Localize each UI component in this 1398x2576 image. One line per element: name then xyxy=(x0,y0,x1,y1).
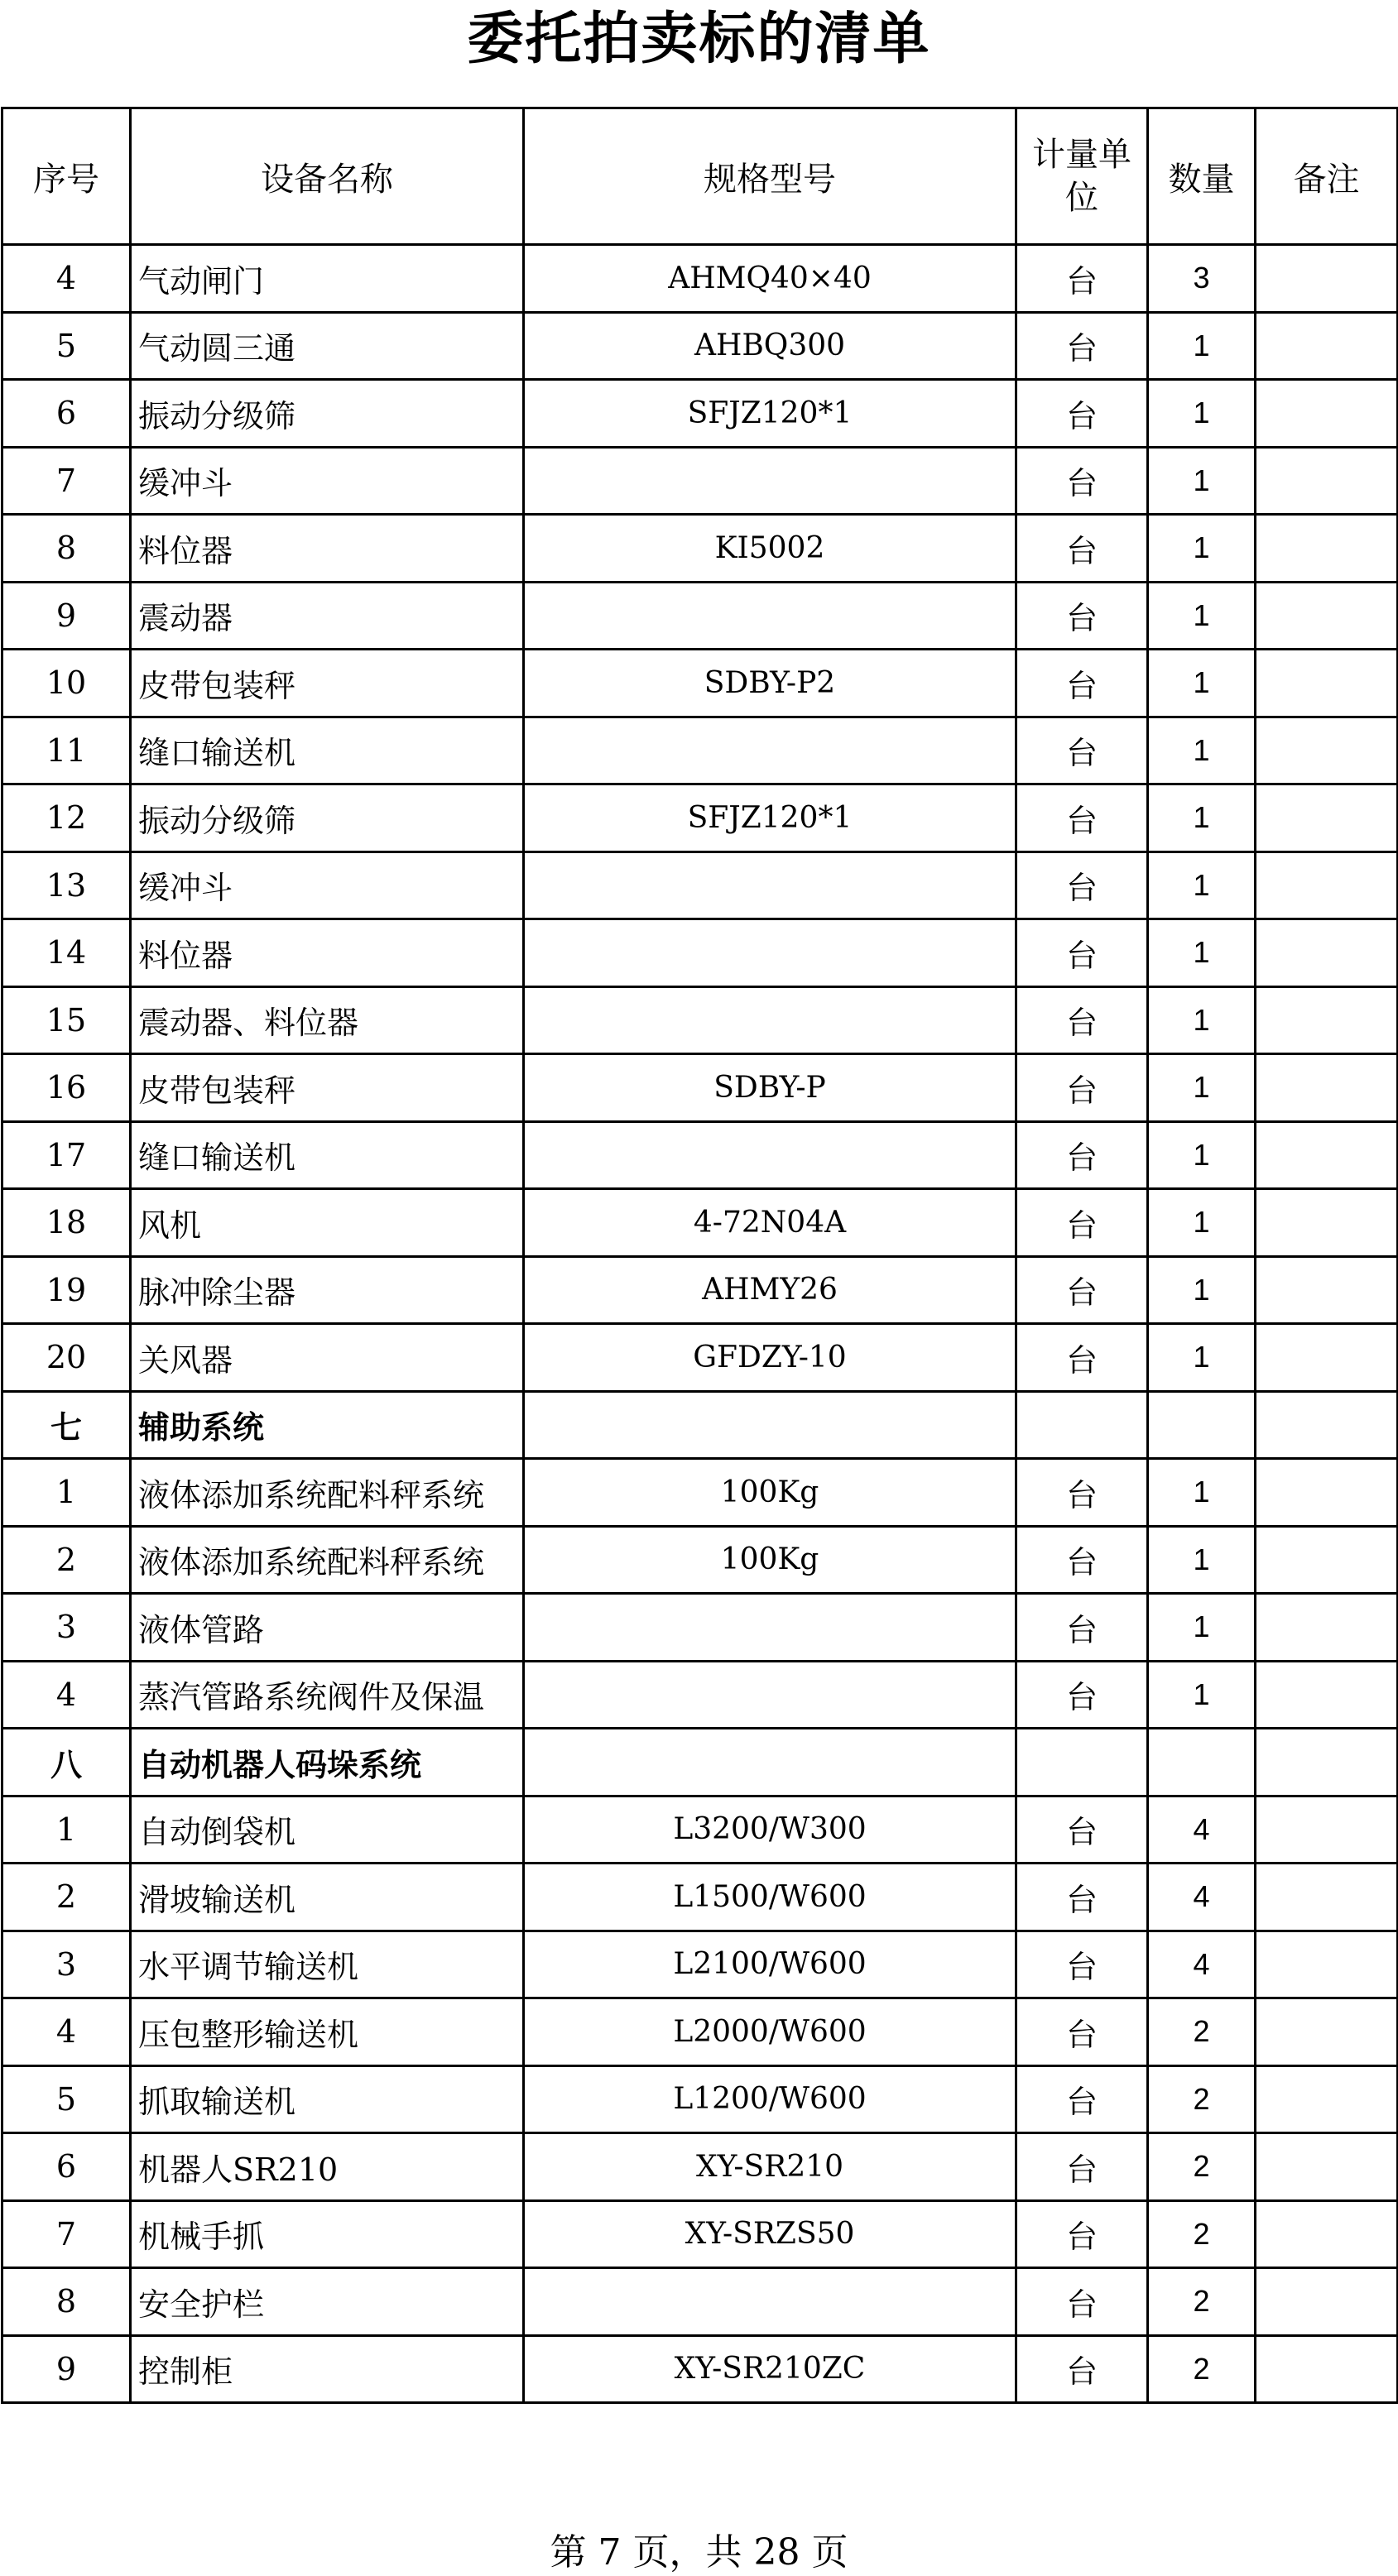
table-row xyxy=(2,582,1398,650)
cell-unit: 台 xyxy=(1016,1324,1148,1392)
cell-qty: 2 xyxy=(1148,2335,1256,2403)
cell-name: 气动圆三通 xyxy=(131,312,524,380)
cell-no: 15 xyxy=(2,986,131,1054)
cell-unit: 台 xyxy=(1016,1459,1148,1527)
cell-no: 7 xyxy=(2,2200,131,2268)
cell-qty: 2 xyxy=(1148,2200,1256,2268)
cell-no: 13 xyxy=(2,851,131,919)
cell-unit: 台 xyxy=(1016,1256,1148,1324)
header-name: 设备名称 xyxy=(131,108,524,245)
cell-no: 18 xyxy=(2,1189,131,1257)
page-footer: 第 7 页，共 28 页 xyxy=(550,2531,848,2574)
cell-no: 8 xyxy=(2,2268,131,2336)
cell-unit: 台 xyxy=(1016,919,1148,987)
cell-no: 4 xyxy=(2,245,131,313)
cell-qty: 1 xyxy=(1148,1121,1256,1189)
cell-note xyxy=(1256,515,1398,583)
cell-spec xyxy=(524,717,1016,784)
cell-qty xyxy=(1148,1391,1256,1459)
cell-no: 12 xyxy=(2,784,131,852)
cell-note xyxy=(1256,1864,1398,1931)
cell-note xyxy=(1256,1054,1398,1122)
cell-spec: L3200/W300 xyxy=(524,1796,1016,1864)
cell-qty: 2 xyxy=(1148,2065,1256,2133)
cell-qty: 1 xyxy=(1148,1189,1256,1257)
cell-qty: 1 xyxy=(1148,650,1256,717)
cell-unit: 台 xyxy=(1016,2200,1148,2268)
cell-note xyxy=(1256,1526,1398,1594)
table-row xyxy=(2,312,1398,380)
cell-name: 振动分级筛 xyxy=(131,380,524,448)
cell-note xyxy=(1256,2065,1398,2133)
cell-spec: 4-72N04A xyxy=(524,1189,1016,1257)
cell-name: 缓冲斗 xyxy=(131,851,524,919)
cell-note xyxy=(1256,650,1398,717)
cell-name: 机器人SR210 xyxy=(131,2133,524,2201)
table-row xyxy=(2,1256,1398,1324)
table-row xyxy=(2,1864,1398,1931)
cell-note xyxy=(1256,986,1398,1054)
cell-no: 1 xyxy=(2,1459,131,1527)
cell-spec: L1500/W600 xyxy=(524,1864,1016,1931)
cell-spec: SFJZ120*1 xyxy=(524,784,1016,852)
cell-name: 风机 xyxy=(131,1189,524,1257)
cell-spec xyxy=(524,1594,1016,1662)
cell-name: 皮带包装秤 xyxy=(131,1054,524,1122)
cell-spec xyxy=(524,1661,1016,1729)
cell-unit: 台 xyxy=(1016,447,1148,515)
section-row xyxy=(2,1391,1398,1459)
cell-no: 8 xyxy=(2,515,131,583)
cell-qty: 1 xyxy=(1148,1526,1256,1594)
cell-name: 皮带包装秤 xyxy=(131,650,524,717)
cell-unit: 台 xyxy=(1016,1121,1148,1189)
table-row xyxy=(2,986,1398,1054)
cell-no: 4 xyxy=(2,1998,131,2066)
table-row xyxy=(2,1931,1398,1998)
cell-unit: 台 xyxy=(1016,245,1148,313)
cell-spec: AHMQ40×40 xyxy=(524,245,1016,313)
cell-note xyxy=(1256,245,1398,313)
cell-name: 脉冲除尘器 xyxy=(131,1256,524,1324)
cell-note xyxy=(1256,312,1398,380)
cell-name: 水平调节输送机 xyxy=(131,1931,524,1998)
cell-spec: SDBY-P xyxy=(524,1054,1016,1122)
cell-note xyxy=(1256,784,1398,852)
cell-name: 液体添加系统配料秤系统 xyxy=(131,1526,524,1594)
cell-qty: 1 xyxy=(1148,851,1256,919)
cell-unit: 台 xyxy=(1016,582,1148,650)
cell-note xyxy=(1256,1796,1398,1864)
cell-spec: L1200/W600 xyxy=(524,2065,1016,2133)
table-row xyxy=(2,2065,1398,2133)
cell-no: 2 xyxy=(2,1864,131,1931)
cell-qty: 1 xyxy=(1148,515,1256,583)
section-row xyxy=(2,1729,1398,1796)
cell-spec: XY-SR210 xyxy=(524,2133,1016,2201)
cell-qty: 3 xyxy=(1148,245,1256,313)
table-row xyxy=(2,1661,1398,1729)
cell-unit: 台 xyxy=(1016,851,1148,919)
cell-spec: L2100/W600 xyxy=(524,1931,1016,1998)
cell-unit: 台 xyxy=(1016,1864,1148,1931)
cell-spec: SDBY-P2 xyxy=(524,650,1016,717)
cell-spec: AHMY26 xyxy=(524,1256,1016,1324)
cell-spec xyxy=(524,447,1016,515)
cell-spec: SFJZ120*1 xyxy=(524,380,1016,448)
cell-name: 抓取输送机 xyxy=(131,2065,524,2133)
cell-spec xyxy=(524,851,1016,919)
cell-unit: 台 xyxy=(1016,650,1148,717)
cell-unit: 台 xyxy=(1016,986,1148,1054)
table-row xyxy=(2,1121,1398,1189)
cell-unit xyxy=(1016,1391,1148,1459)
cell-note xyxy=(1256,2200,1398,2268)
cell-no: 7 xyxy=(2,447,131,515)
cell-note xyxy=(1256,1256,1398,1324)
table-row xyxy=(2,919,1398,987)
cell-note xyxy=(1256,1661,1398,1729)
cell-qty xyxy=(1148,1729,1256,1796)
cell-name: 缓冲斗 xyxy=(131,447,524,515)
table-row xyxy=(2,2133,1398,2201)
equipment-table xyxy=(1,107,1398,2404)
table-row xyxy=(2,650,1398,717)
cell-qty: 1 xyxy=(1148,784,1256,852)
cell-note xyxy=(1256,1391,1398,1459)
table-row xyxy=(2,1459,1398,1527)
cell-spec: 100Kg xyxy=(524,1459,1016,1527)
cell-no: 19 xyxy=(2,1256,131,1324)
cell-spec xyxy=(524,1121,1016,1189)
cell-qty: 4 xyxy=(1148,1931,1256,1998)
cell-name: 缝口输送机 xyxy=(131,717,524,784)
cell-note xyxy=(1256,1459,1398,1527)
cell-note xyxy=(1256,447,1398,515)
cell-name: 液体管路 xyxy=(131,1594,524,1662)
cell-qty: 2 xyxy=(1148,2133,1256,2201)
cell-spec: KI5002 xyxy=(524,515,1016,583)
table-row xyxy=(2,2268,1398,2336)
cell-note xyxy=(1256,2133,1398,2201)
cell-name: 缝口输送机 xyxy=(131,1121,524,1189)
cell-no: 17 xyxy=(2,1121,131,1189)
cell-name: 震动器、料位器 xyxy=(131,986,524,1054)
cell-name: 辅助系统 xyxy=(131,1391,524,1459)
table-row xyxy=(2,1054,1398,1122)
cell-qty: 1 xyxy=(1148,380,1256,448)
table-row xyxy=(2,380,1398,448)
cell-note xyxy=(1256,380,1398,448)
cell-qty: 2 xyxy=(1148,1998,1256,2066)
cell-name: 料位器 xyxy=(131,515,524,583)
table-row xyxy=(2,515,1398,583)
cell-spec xyxy=(524,1391,1016,1459)
cell-no: 20 xyxy=(2,1324,131,1392)
cell-qty: 1 xyxy=(1148,312,1256,380)
table-row xyxy=(2,1324,1398,1392)
cell-spec: XY-SRZS50 xyxy=(524,2200,1016,2268)
cell-qty: 1 xyxy=(1148,447,1256,515)
cell-qty: 4 xyxy=(1148,1796,1256,1864)
cell-unit: 台 xyxy=(1016,1661,1148,1729)
cell-no: 3 xyxy=(2,1931,131,1998)
cell-name: 滑坡输送机 xyxy=(131,1864,524,1931)
cell-note xyxy=(1256,582,1398,650)
cell-unit: 台 xyxy=(1016,2065,1148,2133)
cell-spec xyxy=(524,582,1016,650)
table-row xyxy=(2,245,1398,313)
cell-unit: 台 xyxy=(1016,1931,1148,1998)
cell-no: 5 xyxy=(2,2065,131,2133)
cell-name: 自动倒袋机 xyxy=(131,1796,524,1864)
cell-qty: 1 xyxy=(1148,1256,1256,1324)
cell-note xyxy=(1256,1931,1398,1998)
cell-note xyxy=(1256,1998,1398,2066)
cell-name: 料位器 xyxy=(131,919,524,987)
cell-unit: 台 xyxy=(1016,2268,1148,2336)
cell-note xyxy=(1256,1594,1398,1662)
cell-qty: 1 xyxy=(1148,1054,1256,1122)
cell-name: 机械手抓 xyxy=(131,2200,524,2268)
header-qty: 数量 xyxy=(1148,108,1256,245)
cell-note xyxy=(1256,2268,1398,2336)
table-row xyxy=(2,1526,1398,1594)
cell-unit: 台 xyxy=(1016,515,1148,583)
cell-note xyxy=(1256,1189,1398,1257)
cell-qty: 1 xyxy=(1148,1661,1256,1729)
table-row xyxy=(2,1796,1398,1864)
page-title: 委托拍卖标的清单 xyxy=(467,7,931,72)
cell-note xyxy=(1256,1121,1398,1189)
cell-name: 气动闸门 xyxy=(131,245,524,313)
cell-name: 振动分级筛 xyxy=(131,784,524,852)
cell-qty: 1 xyxy=(1148,919,1256,987)
cell-no: 11 xyxy=(2,717,131,784)
cell-no: 6 xyxy=(2,380,131,448)
table-row xyxy=(2,717,1398,784)
cell-no: 3 xyxy=(2,1594,131,1662)
cell-unit: 台 xyxy=(1016,717,1148,784)
cell-name: 安全护栏 xyxy=(131,2268,524,2336)
header-unit: 计量单位 xyxy=(1016,108,1148,245)
cell-no: 2 xyxy=(2,1526,131,1594)
cell-unit: 台 xyxy=(1016,1189,1148,1257)
header-spec: 规格型号 xyxy=(524,108,1016,245)
cell-unit: 台 xyxy=(1016,784,1148,852)
cell-qty: 4 xyxy=(1148,1864,1256,1931)
cell-name: 蒸汽管路系统阀件及保温 xyxy=(131,1661,524,1729)
cell-note xyxy=(1256,1729,1398,1796)
cell-spec: AHBQ300 xyxy=(524,312,1016,380)
cell-note xyxy=(1256,1324,1398,1392)
cell-qty: 1 xyxy=(1148,1594,1256,1662)
cell-qty: 2 xyxy=(1148,2268,1256,2336)
cell-no: 1 xyxy=(2,1796,131,1864)
table-row xyxy=(2,1998,1398,2066)
cell-spec: XY-SR210ZC xyxy=(524,2335,1016,2403)
cell-qty: 1 xyxy=(1148,717,1256,784)
cell-name: 关风器 xyxy=(131,1324,524,1392)
cell-spec xyxy=(524,919,1016,987)
cell-no: 6 xyxy=(2,2133,131,2201)
cell-no: 10 xyxy=(2,650,131,717)
cell-name: 自动机器人码垛系统 xyxy=(131,1729,524,1796)
table-header-row xyxy=(2,108,1398,245)
cell-qty: 1 xyxy=(1148,1459,1256,1527)
header-note: 备注 xyxy=(1256,108,1398,245)
cell-no: 八 xyxy=(2,1729,131,1796)
cell-note xyxy=(1256,919,1398,987)
cell-unit: 台 xyxy=(1016,2335,1148,2403)
cell-unit: 台 xyxy=(1016,1594,1148,1662)
table-row xyxy=(2,1594,1398,1662)
table-row xyxy=(2,851,1398,919)
cell-no: 5 xyxy=(2,312,131,380)
cell-no: 14 xyxy=(2,919,131,987)
cell-no: 4 xyxy=(2,1661,131,1729)
table-row xyxy=(2,2335,1398,2403)
cell-qty: 1 xyxy=(1148,1324,1256,1392)
cell-note xyxy=(1256,851,1398,919)
cell-name: 压包整形输送机 xyxy=(131,1998,524,2066)
cell-spec xyxy=(524,986,1016,1054)
table-row xyxy=(2,784,1398,852)
cell-note xyxy=(1256,717,1398,784)
cell-no: 16 xyxy=(2,1054,131,1122)
cell-name: 控制柜 xyxy=(131,2335,524,2403)
cell-unit xyxy=(1016,1729,1148,1796)
cell-qty: 1 xyxy=(1148,986,1256,1054)
cell-spec: GFDZY-10 xyxy=(524,1324,1016,1392)
cell-spec: L2000/W600 xyxy=(524,1998,1016,2066)
header-no: 序号 xyxy=(2,108,131,245)
cell-spec: 100Kg xyxy=(524,1526,1016,1594)
cell-spec xyxy=(524,2268,1016,2336)
cell-unit: 台 xyxy=(1016,1998,1148,2066)
cell-unit: 台 xyxy=(1016,1526,1148,1594)
cell-spec xyxy=(524,1729,1016,1796)
cell-unit: 台 xyxy=(1016,1796,1148,1864)
cell-unit: 台 xyxy=(1016,380,1148,448)
cell-note xyxy=(1256,2335,1398,2403)
cell-name: 震动器 xyxy=(131,582,524,650)
table-row xyxy=(2,447,1398,515)
table-row xyxy=(2,1189,1398,1257)
table-row xyxy=(2,2200,1398,2268)
cell-no: 9 xyxy=(2,2335,131,2403)
cell-unit: 台 xyxy=(1016,312,1148,380)
cell-qty: 1 xyxy=(1148,582,1256,650)
cell-unit: 台 xyxy=(1016,2133,1148,2201)
cell-no: 七 xyxy=(2,1391,131,1459)
cell-unit: 台 xyxy=(1016,1054,1148,1122)
cell-no: 9 xyxy=(2,582,131,650)
cell-name: 液体添加系统配料秤系统 xyxy=(131,1459,524,1527)
